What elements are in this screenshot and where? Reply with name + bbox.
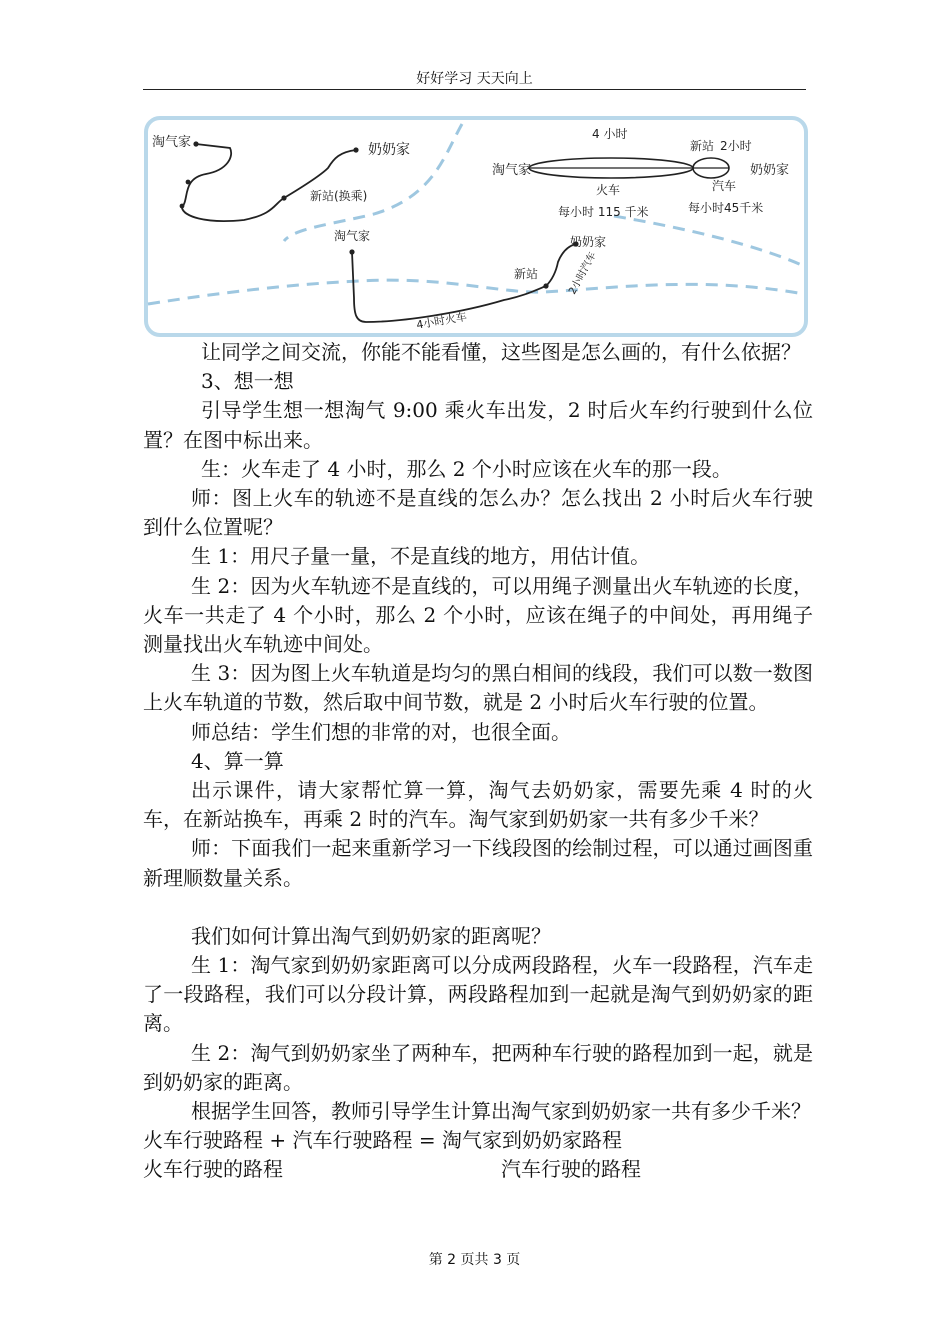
diagram-bus-time: 2小时 xyxy=(720,139,752,153)
paragraph: 师总结：学生们想的非常的对，也很全面。 xyxy=(191,719,571,744)
distance-labels-row xyxy=(143,1155,813,1184)
diagram-train-time: 4 小时 xyxy=(592,127,628,141)
map-a-station-label: 新站(换乘) xyxy=(310,189,368,203)
header-rule xyxy=(143,89,806,90)
map-b-station-label: 新站 xyxy=(514,267,539,281)
paragraph: 师：下面我们一起来重新学习一下线段图的绘制过程，可以通过画图重新理顺数量关系。 xyxy=(143,836,813,890)
diagram-bus-label: 汽车 xyxy=(712,179,737,193)
paragraph: 出示课件，请大家帮忙算一算，淘气去奶奶家，需要先乘 4 时的火车，在新站换车，再乘 2 时的汽车。淘气家到奶奶家一共有多少千米？ xyxy=(143,778,813,832)
paragraph: 生 3：因为图上火车轨道是均匀的黑白相间的线段，我们可以数一数图上火车轨道的节数，然后取中间节数，就是 2 小时后火车行驶的位置。 xyxy=(143,661,813,715)
paragraph: 生：火车走了 4 小时，那么 2 个小时应该在火车的那一段。 xyxy=(201,456,732,481)
lesson-body xyxy=(143,338,813,1185)
paragraph: 我们如何计算出淘气到奶奶家的距离呢？ xyxy=(191,923,551,948)
formula-line: 火车行驶路程 + 汽车行驶路程 = 淘气家到奶奶家路程 xyxy=(143,1128,622,1153)
diagram-bus-speed: 每小时45千米 xyxy=(688,201,764,215)
page-header: 好好学习 天天向上 xyxy=(416,71,533,87)
map-b-bus-label: 2小时汽车 xyxy=(567,250,599,297)
map-b-home-label: 淘气家 xyxy=(334,229,371,243)
paragraph: 生 2：因为火车轨迹不是直线的，可以用绳子测量出火车轨迹的长度，火车一共走了 4 个小时，那么 2 个小时，应该在绳子的中间处，再用绳子测量找出火车轨迹中间处。 xyxy=(143,573,813,657)
paragraph: 根据学生回答，教师引导学生计算出淘气家到奶奶家一共有多少千米？ xyxy=(191,1099,811,1124)
diagram-home-label: 淘气家 xyxy=(492,163,532,178)
diagram-train-speed: 每小时 115 千米 xyxy=(558,205,649,219)
diagram-grandma-label: 奶奶家 xyxy=(750,163,790,178)
paragraph: 引导学生想一想淘气 9:00 乘火车出发，2 时后火车约行驶到什么位置？在图中标出来。 xyxy=(143,398,813,452)
page-footer: 第 2 页共 3 页 xyxy=(428,1252,521,1268)
paragraph: 生 2：淘气到奶奶家坐了两种车，把两种车行驶的路程加到一起，就是到奶奶家的距离。 xyxy=(143,1040,813,1094)
diagram-train-label: 火车 xyxy=(596,183,621,197)
paragraph: 生 1：淘气家到奶奶家距离可以分成两段路程，火车一段路程，汽车走了一段路程，我们可以分段计算，两段路程加到一起就是淘气到奶奶家的距离。 xyxy=(143,953,813,1036)
section-heading: 4、算一算 xyxy=(191,748,284,773)
paragraph: 师：图上火车的轨迹不是直线的怎么办？怎么找出 2 小时后火车行驶到什么位置呢？ xyxy=(143,486,813,540)
section-heading: 3、想一想 xyxy=(201,369,294,394)
train-distance-label: 火车行驶的路程 xyxy=(143,1157,283,1182)
map-b-grandma-label: 奶奶家 xyxy=(570,235,607,249)
map-a-home-label: 淘气家 xyxy=(152,135,192,150)
paragraph: 让同学之间交流，你能不能看懂，这些图是怎么画的，有什么依据？ xyxy=(201,340,801,364)
paragraph: 生 1：用尺子量一量，不是直线的地方，用估计值。 xyxy=(191,544,651,569)
route-diagram-figure xyxy=(144,116,808,338)
diagram-station-label: 新站 xyxy=(690,139,715,153)
blank-line xyxy=(143,893,813,922)
map-a-grandma-label: 奶奶家 xyxy=(368,142,410,158)
map-b-train-label: 4小时火车 xyxy=(415,310,468,332)
bus-distance-label: 汽车行驶的路程 xyxy=(501,1157,641,1182)
